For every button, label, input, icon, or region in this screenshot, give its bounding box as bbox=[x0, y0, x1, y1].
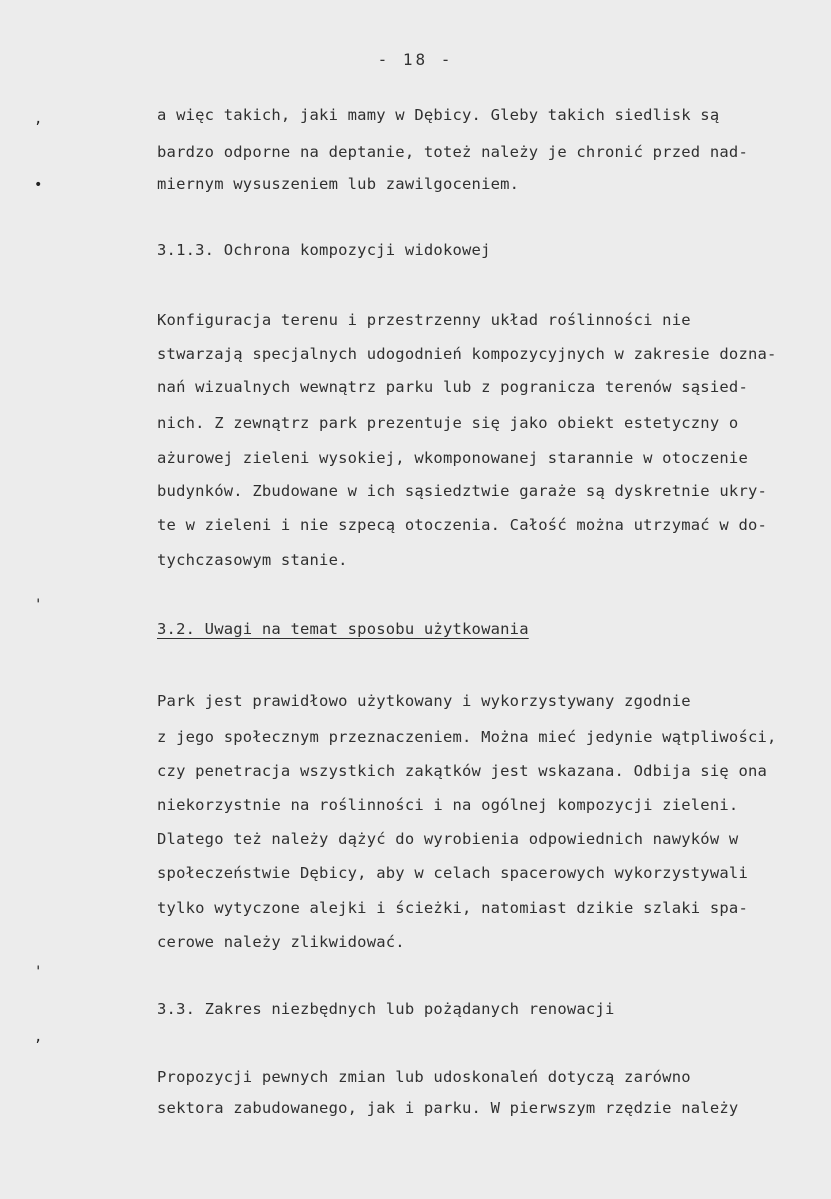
margin-mark: • bbox=[34, 177, 43, 193]
text-line: stwarzają specjalnych udogodnień kompozycyjnych w zakresie dozna- bbox=[157, 345, 777, 363]
margin-mark: ' bbox=[34, 597, 43, 613]
section-heading: 3.2. Uwagi na temat sposobu użytkowania bbox=[157, 620, 529, 638]
text-line: niekorzystnie na roślinności i na ogólnej kompozycji zieleni. bbox=[157, 796, 739, 814]
text-line: miernym wysuszeniem lub zawilgoceniem. bbox=[157, 175, 520, 193]
text-line: te w zieleni i nie szpecą otoczenia. Całość można utrzymać w do- bbox=[157, 516, 768, 534]
text-line: Propozycji pewnych zmian lub udoskonaleń dotyczą zarówno bbox=[157, 1068, 691, 1086]
text-line: Park jest prawidłowo użytkowany i wykorzystywany zgodnie bbox=[157, 692, 691, 710]
text-line: nich. Z zewnątrz park prezentuje się jako obiekt estetyczny o bbox=[157, 414, 739, 432]
text-line: nań wizualnych wewnątrz parku lub z pogranicza terenów sąsied- bbox=[157, 378, 748, 396]
text-line: czy penetracja wszystkich zakątków jest wskazana. Odbija się ona bbox=[157, 762, 768, 780]
text-line: społeczeństwie Dębicy, aby w celach spacerowych wykorzystywali bbox=[157, 864, 748, 882]
text-line: Konfiguracja terenu i przestrzenny układ roślinności nie bbox=[157, 311, 691, 329]
text-line: cerowe należy zlikwidować. bbox=[157, 933, 405, 951]
text-line: Dlatego też należy dążyć do wyrobienia odpowiednich nawyków w bbox=[157, 830, 739, 848]
section-heading: 3.3. Zakres niezbędnych lub pożądanych renowacji bbox=[157, 1000, 615, 1018]
page-number: - 18 - bbox=[377, 50, 454, 69]
margin-mark: ' bbox=[34, 964, 43, 980]
margin-mark: , bbox=[34, 111, 43, 127]
text-line: sektora zabudowanego, jak i parku. W pierwszym rzędzie należy bbox=[157, 1099, 739, 1117]
text-line: ażurowej zieleni wysokiej, wkomponowanej starannie w otoczenie bbox=[157, 449, 748, 467]
text-line: tylko wytyczone alejki i ścieżki, natomiast dzikie szlaki spa- bbox=[157, 899, 748, 917]
text-line: a więc takich, jaki mamy w Dębicy. Gleby takich siedlisk są bbox=[157, 106, 720, 124]
text-line: bardzo odporne na deptanie, toteż należy je chronić przed nad- bbox=[157, 143, 748, 161]
section-heading: 3.1.3. Ochrona kompozycji widokowej bbox=[157, 241, 491, 259]
margin-mark: , bbox=[34, 1029, 43, 1045]
text-line: budynków. Zbudowane w ich sąsiedztwie garaże są dyskretnie ukry- bbox=[157, 482, 768, 500]
text-line: z jego społecznym przeznaczeniem. Można mieć jedynie wątpliwości, bbox=[157, 728, 777, 746]
text-line: tychczasowym stanie. bbox=[157, 551, 348, 569]
